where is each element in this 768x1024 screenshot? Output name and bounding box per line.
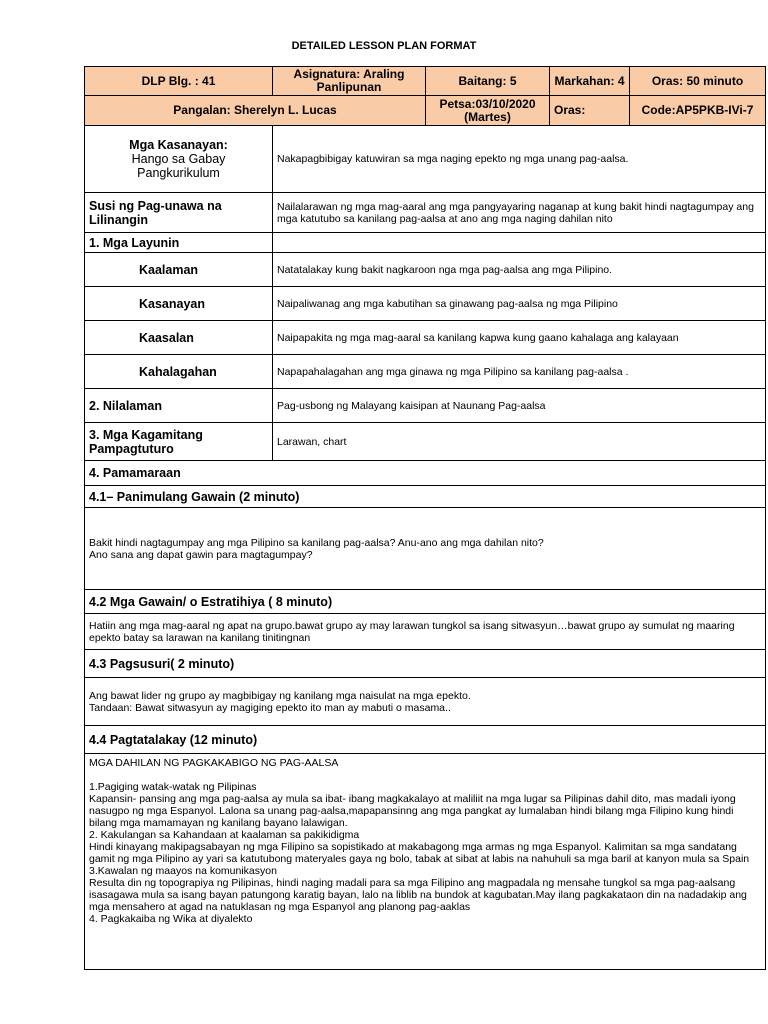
kahalagahan-value: Napapahalagahan ang mga ginawa ng mga Pilipino sa kanilang pag-aalsa . [273, 355, 766, 389]
kasanayan-title: Mga Kasanayan: [129, 138, 228, 152]
baitang: Baitang: 5 [426, 67, 550, 96]
dahilan-text-3: Resulta din ng topograpiya ng Pilipinas, hindi naging madali para sa mga Filipino ang magpadala ng mensahe tungkol sa mga pag-aalsang isasagawa mula sa isang bayan patungong karatig bayan, lalo na liblib na bundok at kagubatan.May ilang pagkakataon din na nadadakip ang mga mensahero at agad na natuklasan ng mga Espanyol ang planong pag-aaklas [89, 877, 747, 913]
pamamaraan-label: 4. Pamamaraan [85, 461, 766, 486]
asignatura: Asignatura: Araling Panlipunan [273, 67, 426, 96]
section-4-3-title: 4.3 Pagsusuri( 2 minuto) [85, 650, 766, 678]
oras: Oras: [550, 96, 630, 126]
kasanayan-sub: Hango sa Gabay Pangkurikulum [131, 152, 226, 180]
dahilan-item-1: 1.Pagiging watak-watak ng Pilipinas [89, 781, 257, 793]
kagamitan-value: Larawan, chart [273, 423, 766, 461]
dahilan-text-1: Kapansin- pansing ang mga pag-aalsa ay mula sa ibat- ibang magkakalayo at maliliit na mga lugar sa Pilipinas dahil dito, mas madali iyong nasugpo ng mga Espanyol. Lalona sa unang pag-aalsa,mapapansinng ang mga pangkat ay lumalaban hindi bilang mga Filipino kung hindi bilang mga mamamayan ng kanilang bayano lalawigan. [89, 793, 736, 829]
layunin-label: 1. Mga Layunin [85, 233, 273, 253]
kasanayan-value: Nakapagbibigay katuwiran sa mga naging epekto ng mga unang pag-aalsa. [273, 126, 766, 193]
lesson-plan-table [84, 66, 766, 970]
susi-value: Nailalarawan ng mga mag-aaral ang mga pangyayaring naganap at kung bakit hindi nagtagumpay ang mga katutubo sa kanilang pag-aalsa at ano ang mga naging dahilan nito [273, 193, 766, 233]
pangalan: Pangalan: Sherelyn L. Lucas [85, 96, 426, 126]
kasanayan-obj-label: Kasanayan [85, 287, 273, 321]
kasanayan-obj-value: Naipaliwanag ang mga kabutihan sa ginawang pag-aalsa ng mga Pilipino [273, 287, 766, 321]
kahalagahan-label: Kahalagahan [85, 355, 273, 389]
dahilan-heading: MGA DAHILAN NG PAGKAKABIGO NG PAG-AALSA [89, 757, 339, 769]
oras-minuto: Oras: 50 minuto [630, 67, 766, 96]
markahan: Markahan: 4 [550, 67, 630, 96]
nilalaman-label: 2. Nilalaman [85, 389, 273, 423]
petsa: Petsa:03/10/2020 (Martes) [426, 96, 550, 126]
kaalaman-label: Kaalaman [85, 253, 273, 287]
kagamitan-label: 3. Mga Kagamitang Pampagtuturo [85, 423, 273, 461]
layunin-empty [273, 233, 766, 253]
section-4-2-title: 4.2 Mga Gawain/ o Estratihiya ( 8 minuto) [85, 590, 766, 614]
dahilan-text-2: Hindi kinayang makipagsabayan ng mga Filipino sa sopistikado at makabagong mga armas ng mga Espanyol. Kalimitan sa mga sandatang gamit ng mga Pilipino ay yari sa katutubong materyales gaya ng bolo, tabak at sibat at labis na nahuhuli sa mga baril at kanyon mula sa Spain [89, 841, 750, 865]
kaasalan-label: Kaasalan [85, 321, 273, 355]
section-4-3-body: Ang bawat lider ng grupo ay magbibigay ng kanilang mga naisulat na mga epekto. Tandaan: Bawat sitwasyun ay magiging epekto ito man ay mabuti o masama.. [85, 678, 766, 726]
section-4-1-title: 4.1– Panimulang Gawain (2 minuto) [85, 486, 766, 508]
section-4-1-body: Bakit hindi nagtagumpay ang mga Pilipino sa kanilang pag-aalsa? Anu-ano ang mga dahilan nito? Ano sana ang dapat gawin para magtagumpay? [85, 508, 766, 590]
kaalaman-value: Natatalakay kung bakit nagkaroon nga mga pag-aalsa ang mga Pilipino. [273, 253, 766, 287]
susi-label: Susi ng Pag-unawa na Lilinangin [85, 193, 273, 233]
dahilan-item-3: 3.Kawalan ng maayos na komunikasyon [89, 865, 277, 877]
dahilan-item-4: 4. Pagkakaiba ng Wika at diyalekto [89, 913, 253, 925]
dlp-number: DLP Blg. : 41 [85, 67, 273, 96]
section-4-4-title: 4.4 Pagtatalakay (12 minuto) [85, 726, 766, 754]
kasanayan-label [85, 126, 273, 193]
document-title: DETAILED LESSON PLAN FORMAT [291, 40, 477, 52]
section-4-4-body [85, 754, 766, 970]
dahilan-item-2: 2. Kakulangan sa Kahandaan at kaalaman sa pakikidigma [89, 829, 360, 841]
code: Code:AP5PKB-IVi-7 [630, 96, 766, 126]
kaasalan-value: Naipapakita ng mga mag-aaral sa kanilang kapwa kung gaano kahalaga ang kalayaan [273, 321, 766, 355]
section-4-2-body: Hatiin ang mga mag-aaral ng apat na grupo.bawat grupo ay may larawan tungkol sa isang sitwasyun…bawat grupo ay sumulat ng maaring epekto batay sa larawan na kanilang tinitingnan [85, 614, 766, 650]
nilalaman-value: Pag-usbong ng Malayang kaisipan at Naunang Pag-aalsa [273, 389, 766, 423]
